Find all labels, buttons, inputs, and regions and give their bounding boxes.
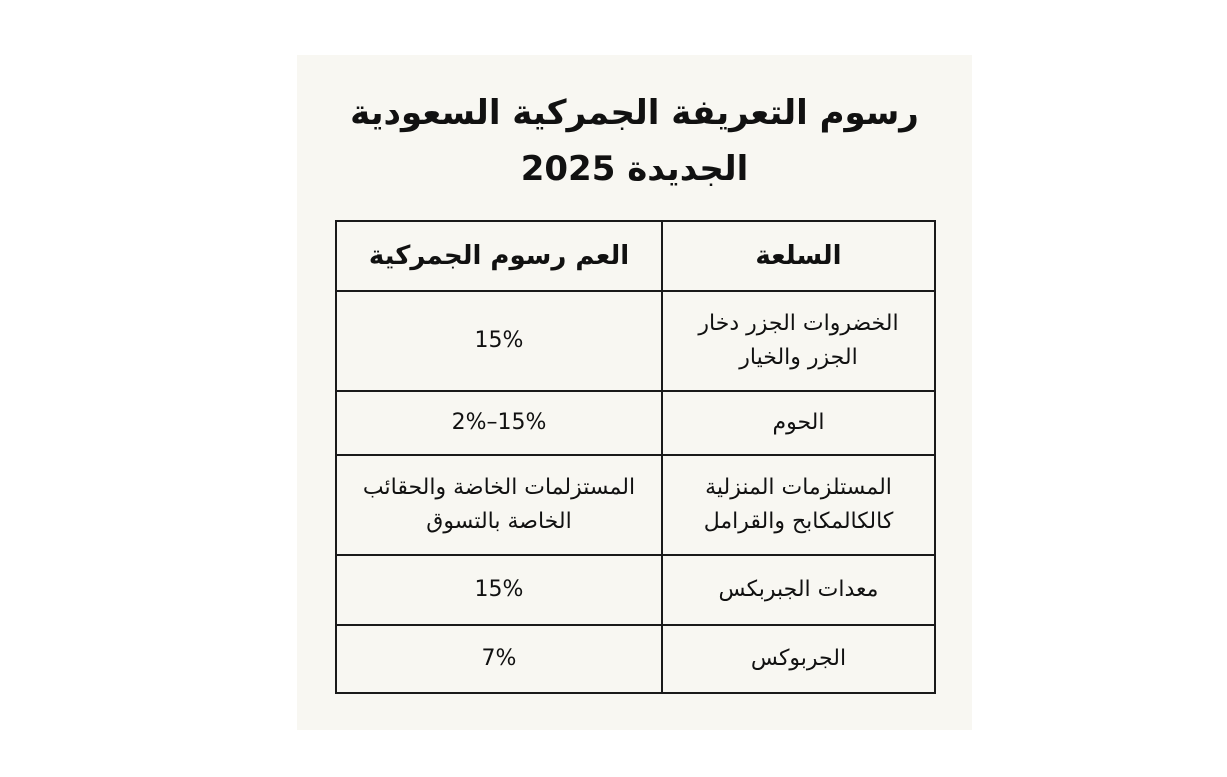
table-row bbox=[336, 625, 935, 693]
cell-item: المستلزمات المنزلية كالكالمكابح والقرامل bbox=[662, 455, 935, 555]
table-row bbox=[336, 391, 935, 455]
table-row bbox=[336, 455, 935, 555]
cell-item: الحوم bbox=[662, 391, 935, 455]
cell-item: الجربوكس bbox=[662, 625, 935, 693]
tariff-card bbox=[297, 55, 972, 730]
table-header-row bbox=[336, 221, 935, 291]
cell-rate: 15% bbox=[336, 291, 662, 391]
tariff-table bbox=[335, 220, 936, 694]
cell-rate: 2%–15% bbox=[336, 391, 662, 455]
title-line-1: رسوم التعريفة الجمركية السعودية bbox=[350, 93, 919, 133]
cell-item: معدات الجبربكس bbox=[662, 555, 935, 625]
header-rate: العم رسوم الجمركية bbox=[336, 221, 662, 291]
header-item: السلعة bbox=[662, 221, 935, 291]
table-row bbox=[336, 291, 935, 391]
cell-rate: المستزلمات الخاضة والحقائب الخاصة بالتسوق bbox=[336, 455, 662, 555]
title-line-2: الجديدة 2025 bbox=[520, 149, 749, 189]
page-title bbox=[297, 85, 972, 197]
cell-item: الخضروات الجزر دخار الجزر والخيار bbox=[662, 291, 935, 391]
cell-rate: 15% bbox=[336, 555, 662, 625]
table-row bbox=[336, 555, 935, 625]
cell-rate: 7% bbox=[336, 625, 662, 693]
